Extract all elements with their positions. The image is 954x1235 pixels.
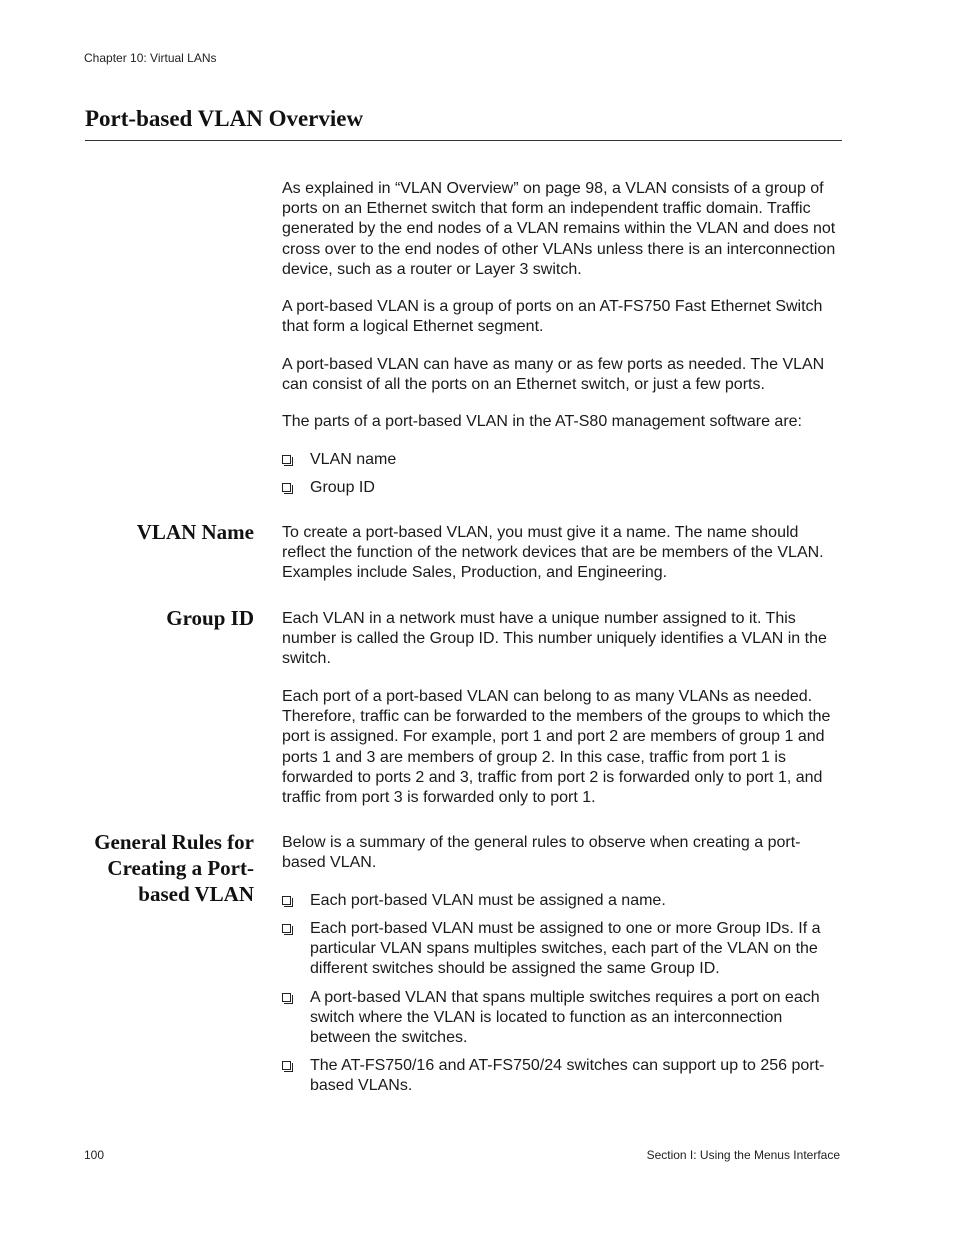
section-heading-general-rules: General Rules for Creating a Port- based VLAN xyxy=(94,830,254,906)
group-id-paragraph-2: Each port of a port-based VLAN can belong to as many VLANs as needed. Therefore, traffic can be forwarded to the members of the groups to which the port is assigned. For example, port 1 and port 2 are members of group 1 and ports 1 and 3 are members of group 2. In this case, traffic from port 1 is forwarded to ports 2 and 3, traffic from port 2 is forwarded only to port 1, and traffic from port 3 is forwarded only to port 1. xyxy=(282,688,831,807)
running-header: Chapter 10: Virtual LANs xyxy=(84,51,217,65)
page-title: Port-based VLAN Overview xyxy=(85,106,364,131)
general-rules-intro: Below is a summary of the general rules to observe when creating a port-based VLAN. xyxy=(282,834,801,872)
checkbox-bullet-icon xyxy=(282,993,291,1002)
overview-paragraph-3: A port-based VLAN can have as many or as few ports as needed. The VLAN can consist of all the ports on an Ethernet switch, or just a few ports. xyxy=(282,356,825,394)
list-item xyxy=(282,478,842,498)
list-item-text: Each port-based VLAN must be assigned a name. xyxy=(310,892,666,909)
list-item-text: Each port-based VLAN must be assigned to one or more Group IDs. If a particular VLAN spans multiples switches, each part of the VLAN on the different switches should be assigned the same Group ID. xyxy=(310,920,821,978)
checkbox-bullet-icon xyxy=(282,924,291,933)
overview-paragraph-2: A port-based VLAN is a group of ports on an AT-FS750 Fast Ethernet Switch that form a logical Ethernet segment. xyxy=(282,298,823,336)
section-heading-group-id: Group ID xyxy=(166,606,254,630)
vlan-name-paragraph: To create a port-based VLAN, you must give it a name. The name should reflect the function of the network devices that are be members of the VLAN. Examples include Sales, Production, and Engineering. xyxy=(282,524,824,582)
list-item-text: A port-based VLAN that spans multiple switches requires a port on each switch where the VLAN is located to function as an interconnection between the switches. xyxy=(310,989,820,1047)
title-divider xyxy=(85,140,842,141)
checkbox-bullet-icon xyxy=(282,896,291,905)
overview-paragraph-4: The parts of a port-based VLAN in the AT-S80 management software are: xyxy=(282,413,802,430)
list-item xyxy=(282,988,842,1049)
checkbox-bullet-icon xyxy=(282,455,291,464)
list-item xyxy=(282,1056,842,1096)
list-item xyxy=(282,919,842,980)
list-item-text: VLAN name xyxy=(310,451,397,468)
list-item xyxy=(282,891,842,911)
page-number: 100 xyxy=(84,1148,105,1162)
list-item xyxy=(282,450,842,470)
checkbox-bullet-icon xyxy=(282,483,291,492)
group-id-paragraph-1: Each VLAN in a network must have a unique number assigned to it. This number is called the Group ID. This number uniquely identifies a VLAN in the switch. xyxy=(282,610,827,668)
overview-paragraph-1: As explained in “VLAN Overview” on page 98, a VLAN consists of a group of ports on an Ethernet switch that form an independent traffic domain. Traffic generated by the end nodes of a VLAN remains within the VLAN and does not cross over to the end nodes of other VLANs unless there is an interconnection device, such as a router or Layer 3 switch. xyxy=(282,180,836,278)
checkbox-bullet-icon xyxy=(282,1061,291,1070)
list-item-text: The AT-FS750/16 and AT-FS750/24 switches can support up to 256 port-based VLANs. xyxy=(310,1057,825,1095)
section-footer: Section I: Using the Menus Interface xyxy=(646,1148,840,1162)
list-item-text: Group ID xyxy=(310,479,375,496)
section-heading-vlan-name: VLAN Name xyxy=(136,520,254,544)
